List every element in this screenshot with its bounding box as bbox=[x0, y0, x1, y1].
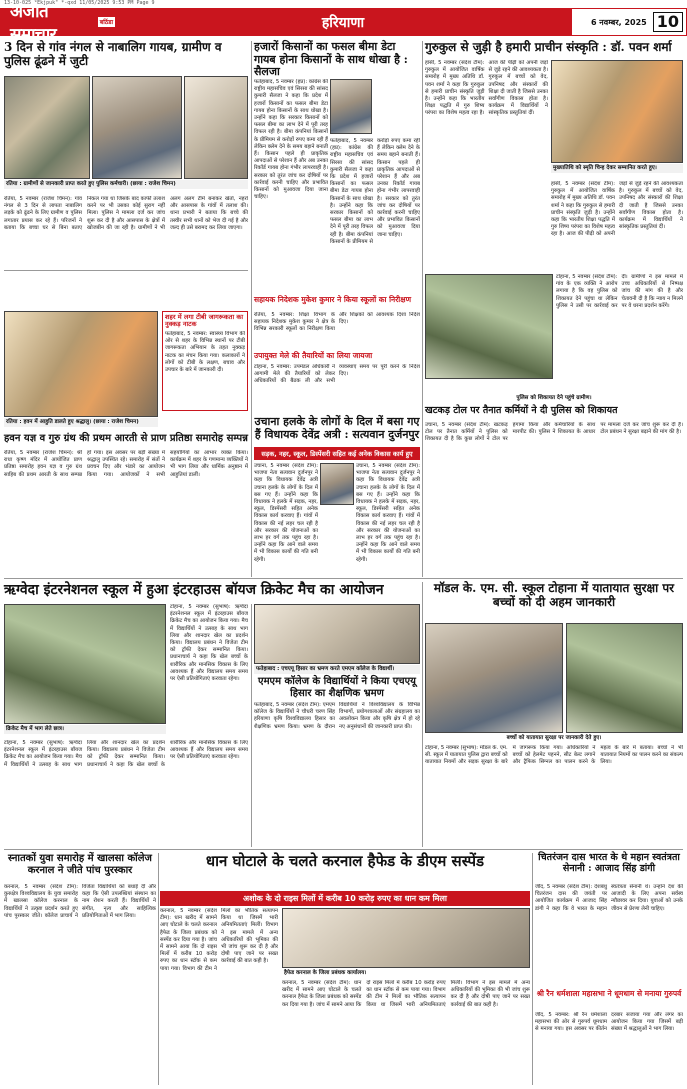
column-rule bbox=[251, 41, 252, 577]
body-s15b: करनाल, 5 नवम्बर (संदेश टीम): धान खरीद में सामने आए घोटाले के चलते करनाल हैफेड के जिला प्रबंधक को सस्पेंड कर दिया गया है। जांच में सामने आया कि दो राइस मिलों में करीब 10 करोड़ रुपए का धान स्टॉक से कम पाया गया। विभाग की टीम ने मिलों का भौतिक सत्यापन किया था जिसमें भारी अनियमितताएं मिलीं। विभाग ने इस मामले में अन्य अधिकारियों की भूमिका की भी जांच शुरू कर दी है और दोषी पाए जाने पर सख्त कार्रवाई की बात कही है। bbox=[282, 980, 530, 1008]
caption-s3: मुख्यातिथि को स्मृति चिन्ह देकर सम्मानित करते हुए। bbox=[551, 164, 683, 173]
masthead-brand bbox=[0, 2, 115, 45]
photo-s1c bbox=[184, 76, 248, 179]
body-s17: जींद, 5 नवम्बर: श्री रैन धर्मशाला महासभा की ओर से गुरुपर्व धूमधाम से मनाया गया। इस अवसर पर कीर्तन दरबार सजाया गया और लंगर का आयोजन किया गया जिसमें बड़ी संख्या में श्रद्धालुओं ने भाग लिया। bbox=[535, 1012, 683, 1033]
paper-name: अजीत समाचार bbox=[10, 2, 57, 45]
body-s12: फतेहाबाद, 5 नवम्बर (संदेश टीम): एमएम कॉलेज के विद्यार्थियों ने चौधरी चरण सिंह हरियाणा कृषि विश्वविद्यालय हिसार का शैक्षणिक भ्रमण किया। भ्रमण के दौरान विद्यार्थियों ने विश्वविद्यालय के विभिन्न विभागों, प्रयोगशालाओं और संग्रहालय का अवलोकन किया और कृषि क्षेत्र में हो रहे नए अनुसंधानों की जानकारी प्राप्त की। bbox=[254, 702, 420, 730]
headline-s13: मॉडल के. एम. सी. स्कूल टोहाना में यातायात सुरक्षा पर बच्चों को दी अहम जानकारी bbox=[433, 581, 675, 609]
headline-s1: 3 दिन से गांव नंगल से नाबालिग गायब, ग्रामीण व पुलिस ढूंढने में जुटी bbox=[4, 40, 222, 68]
issue-date: 6 नवम्बर, 2025 bbox=[590, 17, 647, 27]
divider bbox=[4, 849, 683, 850]
column-rule bbox=[422, 582, 423, 847]
caption-s12: फतेहाबाद : एचएयू हिसार का भ्रमण करते एमएम कॉलेज के विद्यार्थी। bbox=[254, 665, 420, 674]
caption-s4: रतिया : हवन में आहुति डालते हुए श्रद्धालु। (छाया : राजेश चिमन) bbox=[4, 418, 158, 427]
headline-s5: शहर में लगा टीबी जागरूकता का नुक्कड़ नाटक bbox=[165, 313, 244, 329]
body-s3b: हांसी, 5 नवम्बर (संदेश टीम): गुरुकुल में आयोजित वार्षिक समारोह में मुख्य अतिथि डॉ. पवन शर्मा ने कहा कि गुरुकुल से हमारी प्राचीन संस्कृति जुड़ी है। उन्होंने कहा कि भारतीय शिक्षा पद्धति में गुरु शिष्य परंपरा का विशेष महत्व रहा है। आज की पीढ़ी को अपनी जड़ों से जुड़े रहने की आवश्यकता है। गुरुकुल में बच्चों को वेद, उपनिषद और संस्कारों की शिक्षा दी जाती है जिससे उनका सर्वांगीण विकास होता है। कार्यक्रम में विद्यार्थियों ने सांस्कृतिक प्रस्तुतियां दीं। bbox=[551, 181, 683, 238]
headline-s6: सहायक निदेशक मुकेश कुमार ने किया स्कूलों का निरीक्षण bbox=[254, 295, 412, 304]
body-s11b: टोहाना, 5 नवम्बर (सुभाष): ऋग्वेदा इंटरनेशनल स्कूल में इंटरहाउस बॉयज क्रिकेट मैच का आयोजन किया गया। मैच में विद्यार्थियों ने उत्साह के साथ भाग लिया और शानदार खेल का प्रदर्शन किया। विद्यालय प्रबंधन ने विजेता टीम को ट्रॉफी देकर सम्मानित किया। प्रधानाचार्य ने कहा कि खेल बच्चों के शारीरिक और मानसिक विकास के लिए आवश्यक हैं और विद्यालय समय समय पर ऐसी प्रतियोगिताएं करवाता रहेगा। bbox=[170, 604, 248, 683]
portrait-s2 bbox=[330, 79, 372, 134]
print-slug: 13-10-025 *Ekjpuk" *-qxd 11/05/2025 9:53 PM Page 9 bbox=[4, 0, 155, 6]
body-s16: जींद, 5 नवम्बर (संदेश टीम): देशबंधु चितरंजन दास की जयंती पर आयोजित कार्यक्रम में आजाद सिंह डांगी ने कहा कि वे भारत के महान स्वतंत्रता सेनानी थे। उन्होंने देश की आजादी के लिए अपना सर्वस्व न्यौछावर कर दिया। युवाओं को उनके जीवन से प्रेरणा लेनी चाहिए। bbox=[535, 884, 683, 912]
photo-s1b bbox=[92, 76, 182, 179]
headline-s7: उपायुक्त मेले की तैयारियों का लिया जायजा bbox=[254, 351, 373, 360]
headline-s17: श्री रैन धर्मशाला महासभा ने धूमधाम से मनाया गुरुपर्व bbox=[536, 989, 682, 998]
headline-s8: उचाना हलके के लोगों के दिल में बसा गए हैं विधायक देवेंद्र अत्री : सत्यवान दुर्जनपुर bbox=[254, 415, 420, 441]
headline-s4: हवन यज्ञ व गुरु ग्रंथ की प्रथम आरती से प्राण प्रतिष्ठा समारोह सम्पन्न bbox=[4, 433, 248, 444]
caption-s11: क्रिकेट मैच में भाग लेते छात्र। bbox=[4, 725, 166, 734]
subhead-s15: अशोक के दो राइस मिलों में करीब 10 करोड़ रुपए का धान कम मिला bbox=[160, 891, 530, 906]
body-s1: रतिया, 5 नवम्बर (राजेश चिमन): गांव नंगल से 3 दिन से लापता नाबालिग लड़के को ढूंढने के लिए ग्रामीण व पुलिस लगातार प्रयास कर रहे हैं। परिजनों ने बताया कि बच्चा घर से बिना बताए निकल गया था जिसके बाद काफी तलाश करने पर भी उसका कोई सुराग नहीं मिला। पुलिस ने मामला दर्ज कर जांच शुरू कर दी है और आसपास के क्षेत्रों में खोजबीन की जा रही है। ग्रामीणों ने भी अलग अलग टीमें बनाकर खेतों, नहरों और आसपास के गांवों में तलाश की। थाना प्रभारी ने बताया कि बच्चे की तस्वीर सभी थानों को भेज दी गई है और जल्द ही उसे बरामद कर लिया जाएगा। bbox=[4, 196, 248, 231]
body-s2: फतेहाबाद, 5 नवम्बर (हप्र): कांग्रेस की राष्ट्रीय महासचिव एवं सिरसा की सांसद कुमारी सैलजा ने कहा कि प्रदेश में हजारों किसानों का फसल बीमा डेटा गायब होना किसानों के साथ धोखा है। उन्होंने कहा कि सरकार किसानों को फसल बीमा का लाभ देने में पूरी तरह विफल रही है। बीमा कंपनियां किसानों के प्रीमियम से करोड़ों रुपए कमा रही हैं लेकिन क्लेम देने के समय बहाने बनाती हैं। किसान पहले ही प्राकृतिक आपदाओं से परेशान हैं और अब उनका रिकॉर्ड गायब होना गंभीर लापरवाही है। सरकार को तुरंत जांच कर दोषियों पर कार्रवाई करनी चाहिए और प्रभावित किसानों को मुआवजा दिया जाना चाहिए। bbox=[254, 79, 328, 201]
page-number: 10 bbox=[653, 12, 683, 32]
divider bbox=[4, 270, 248, 271]
column-rule bbox=[158, 853, 159, 1085]
body-s4: रतिया, 5 नवम्बर (राजेश चिमन): श्री राधा कृष्ण मंदिर में आयोजित प्राण प्रतिष्ठा समारोह हवन यज्ञ व गुरु ग्रंथ साहिब की प्रथम आरती के साथ सम्पन्न हो गया। इस अवसर पर बड़ी संख्या में श्रद्धालु उपस्थित रहे। समारोह में संतों ने प्रवचन दिए और भंडारे का आयोजन किया गया। आयोजकों ने सभी सहयोगियों का आभार व्यक्त किया। कार्यक्रम में शहर के गणमान्य व्यक्तियों ने भी भाग लिया और धार्मिक अनुष्ठान में आहुतियां डालीं। bbox=[4, 450, 248, 478]
photo-s11 bbox=[4, 604, 166, 724]
photo-s15 bbox=[282, 908, 530, 968]
masthead-meta bbox=[571, 8, 687, 36]
body-s14: करनाल, 5 नवम्बर (संदेश टीम): कुरुक्षेत्र विश्वविद्यालय के युवा समारोह में खालसा कॉलेज करनाल के विद्यार्थियों ने उत्कृष्ट प्रदर्शन करते हुए पांच पुरस्कार जीते। कॉलेज प्राचार्य ने विजेता विद्यार्थियों को बधाई दी और कहा कि ऐसी उपलब्धियां संस्थान का नाम रोशन करती हैं। विद्यार्थियों ने संगीत, नृत्य और साहित्यिक प्रतियोगिताओं में भाग लिया। bbox=[4, 884, 156, 919]
section-title: हरियाणा bbox=[115, 8, 571, 36]
column-rule bbox=[422, 41, 423, 577]
headline-s16: चितरंजन दास भारत के थे महान स्वतंत्रता सेनानी : आजाद सिंह डांगी bbox=[538, 852, 680, 874]
headline-s2: हजारों किसानों का फसल बीमा डेटा गायब होना किसानों के साथ धोखा है : सैलजा bbox=[254, 40, 408, 79]
portrait-s8 bbox=[320, 463, 354, 505]
body-s6: रतिया, 5 नवम्बर: शिक्षा विभाग के सहायक निदेशक मुकेश कुमार ने क्षेत्र के विभिन्न सरकारी स्कूलों का निरीक्षण किया और शिक्षकों को आवश्यक दिशा निर्देश दिए। bbox=[254, 312, 420, 333]
body-s8b: उचाना, 5 नवम्बर (संदेश टीम): भाजपा नेता सत्यवान दुर्जनपुर ने कहा कि विधायक देवेंद्र अत्री उचाना हलके के लोगों के दिल में बस गए हैं। उन्होंने कहा कि विधायक ने हलके में सड़क, नहर, स्कूल, डिस्पेंसरी सहित अनेक विकास कार्य करवाए हैं। गांवों में विकास की नई लहर चल रही है और सरकार की योजनाओं का लाभ हर वर्ग तक पहुंच रहा है। उन्होंने कहा कि आने वाले समय में भी विकास कार्यों की गति बनी रहेगी। bbox=[356, 463, 420, 563]
body-s10: उचाना, 5 नवम्बर (संदेश टीम): खटकड़ टोल पर तैनात कर्मियों ने पुलिस को शिकायत दी है कि कुछ लोगों ने टोल पर हंगामा किया और कर्मचारियों के साथ मारपीट की। पुलिस ने शिकायत के आधार पर मामला दर्ज कर जांच शुरू कर दी है। टोल प्रबंधन ने सुरक्षा बढ़ाने की मांग की है। bbox=[425, 422, 683, 443]
headline-s12: एमएम कॉलेज के विद्यार्थियों ने किया एचएयू हिसार का शैक्षणिक भ्रमण bbox=[258, 676, 416, 699]
body-s2b: फतेहाबाद, 5 नवम्बर (हप्र): कांग्रेस की राष्ट्रीय महासचिव एवं सिरसा की सांसद कुमारी सैलजा ने कहा कि प्रदेश में हजारों किसानों का फसल बीमा डेटा गायब होना किसानों के साथ धोखा है। उन्होंने कहा कि सरकार किसानों को फसल बीमा का लाभ देने में पूरी तरह विफल रही है। बीमा कंपनियां किसानों के प्रीमियम से करोड़ों रुपए कमा रही हैं लेकिन क्लेम देने के समय बहाने बनाती हैं। किसान पहले ही प्राकृतिक आपदाओं से परेशान हैं और अब उनका रिकॉर्ड गायब होना गंभीर लापरवाही है। सरकार को तुरंत जांच कर दोषियों पर कार्रवाई करनी चाहिए और प्रभावित किसानों को मुआवजा दिया जाना चाहिए। bbox=[330, 138, 420, 245]
caption-s15: हैफेड करनाल के जिला प्रबंधक कार्यालय। bbox=[282, 969, 530, 978]
caption-s13: बच्चों को यातायात सुरक्षा पर जानकारी देते हुए। bbox=[425, 734, 683, 743]
body-s13: टोहाना, 5 नवम्बर (सुभाष): मॉडल के. एम. सी. स्कूल में यातायात पुलिस द्वारा बच्चों को यातायात नियमों और सड़क सुरक्षा के बारे में जागरूक किया गया। अधिकारियों ने बच्चों को हेलमेट पहनने, सीट बेल्ट लगाने और ट्रैफिक सिग्नल का पालन करने के महत्व के बारे में बताया। बच्चों ने भी यातायात नियमों का पालन करने का संकल्प लिया। bbox=[425, 745, 683, 766]
body-s11: टोहाना, 5 नवम्बर (सुभाष): ऋग्वेदा इंटरनेशनल स्कूल में इंटरहाउस बॉयज क्रिकेट मैच का आयोजन किया गया। मैच में विद्यार्थियों ने उत्साह के साथ भाग लिया और शानदार खेल का प्रदर्शन किया। विद्यालय प्रबंधन ने विजेता टीम को ट्रॉफी देकर सम्मानित किया। प्रधानाचार्य ने कहा कि खेल बच्चों के शारीरिक और मानसिक विकास के लिए आवश्यक हैं और विद्यालय समय समय पर ऐसी प्रतियोगिताएं करवाता रहेगा। bbox=[4, 740, 248, 768]
caption-s1: रतिया : ग्रामीणों से जानकारी प्राप्त करते हुए पुलिस कर्मचारी। (छाया : राजेश चिमन) bbox=[4, 180, 248, 189]
photo-s9 bbox=[425, 274, 553, 379]
edition-label: बठिंडा bbox=[99, 19, 113, 26]
body-s3: हांसी, 5 नवम्बर (संदेश टीम): गुरुकुल में आयोजित वार्षिक समारोह में मुख्य अतिथि डॉ. पवन शर्मा ने कहा कि गुरुकुल से हमारी प्राचीन संस्कृति जुड़ी है। उन्होंने कहा कि भारतीय शिक्षा पद्धति में गुरु शिष्य परंपरा का विशेष महत्व रहा है। आज की पीढ़ी को अपनी जड़ों से जुड़े रहने की आवश्यकता है। गुरुकुल में बच्चों को वेद, उपनिषद और संस्कारों की शिक्षा दी जाती है जिससे उनका सर्वांगीण विकास होता है। कार्यक्रम में विद्यार्थियों ने सांस्कृतिक प्रस्तुतियां दीं। bbox=[425, 60, 548, 117]
body-s7: टोहाना, 5 नवम्बर: उपमंडल अधिकारी ने आगामी मेले की तैयारियों को लेकर अधिकारियों की बैठक ली और सभी व्यवस्थाएं समय पर पूरी करने के निर्देश दिए। bbox=[254, 364, 420, 385]
headline-s3: गुरुकुल से जुड़ी है हमारी प्राचीन संस्कृति : डॉ. पवन शर्मा bbox=[425, 40, 672, 54]
column-rule bbox=[251, 604, 252, 847]
photo-s4 bbox=[4, 311, 158, 417]
photo-s12 bbox=[254, 604, 420, 664]
headline-s14: स्नातकों युवा समारोह में खालसा कॉलेज करनाल ने जीते पांच पुरस्कार bbox=[8, 853, 152, 876]
divider bbox=[4, 578, 683, 579]
subhead-s8: सड़क, नहर, स्कूल, डिस्पेंसरी सहित कई अनेक विकास कार्य हुए bbox=[254, 447, 420, 460]
body-s8: उचाना, 5 नवम्बर (संदेश टीम): भाजपा नेता सत्यवान दुर्जनपुर ने कहा कि विधायक देवेंद्र अत्री उचाना हलके के लोगों के दिल में बस गए हैं। उन्होंने कहा कि विधायक ने हलके में सड़क, नहर, स्कूल, डिस्पेंसरी सहित अनेक विकास कार्य करवाए हैं। गांवों में विकास की नई लहर चल रही है और सरकार की योजनाओं का लाभ हर वर्ग तक पहुंच रहा है। उन्होंने कहा कि आने वाले समय में भी विकास कार्यों की गति बनी रहेगी। bbox=[254, 463, 318, 563]
headline-s10: खटकड़ टोल पर तैनात कर्मियों ने दी पुलिस को शिकायत bbox=[425, 405, 618, 416]
photo-s13b bbox=[566, 623, 683, 733]
headline-s11: ऋग्वेदा इंटरनेशनल स्कूल में हुआ इंटरहाउस बॉयज क्रिकेट मैच का आयोजन bbox=[4, 582, 384, 598]
caption-s9: पुलिस को शिकायत देने पहुंचे ग्रामीण। bbox=[425, 394, 683, 403]
headline-s15: धान घोटाले के चलते करनाल हैफेड के डीएम सस्पेंड bbox=[205, 852, 485, 870]
body-s15: करनाल, 5 नवम्बर (संदेश टीम): धान खरीद में सामने आए घोटाले के चलते करनाल हैफेड के जिला प्रबंधक को सस्पेंड कर दिया गया है। जांच में सामने आया कि दो राइस मिलों में करीब 10 करोड़ रुपए का धान स्टॉक से कम पाया गया। विभाग की टीम ने मिलों का भौतिक सत्यापन किया था जिसमें भारी अनियमितताएं मिलीं। विभाग ने इस मामले में अन्य अधिकारियों की भूमिका की भी जांच शुरू कर दी है और दोषी पाए जाने पर सख्त कार्रवाई की बात कही है। bbox=[160, 908, 278, 972]
photo-s1 bbox=[4, 76, 90, 179]
body-s9: टोहाना, 5 नवम्बर (संदेश टीम): गांव के एक व्यक्ति ने आरोप लगाया है कि वह पुलिस को शिकायत देने पहुंचा था लेकिन पुलिस ने उसी पर कार्रवाई कर दी। ग्रामीणों ने इस मामले में उच्च अधिकारियों से निष्पक्ष जांच की मांग की है और चेतावनी दी है कि न्याय न मिलने पर वे धरना प्रदर्शन करेंगे। bbox=[556, 274, 683, 309]
body-s5: फतेहाबाद, 5 नवम्बर: स्वास्थ्य विभाग की ओर से शहर के विभिन्न स्थानों पर टीबी जागरूकता अभियान के तहत नुक्कड़ नाटक का मंचन किया गया। कलाकारों ने लोगों को टीबी के लक्षण, बचाव और उपचार के बारे में जानकारी दी। bbox=[165, 330, 245, 373]
box-s5 bbox=[162, 311, 248, 411]
photo-s13 bbox=[425, 623, 563, 733]
photo-s3 bbox=[551, 60, 683, 163]
column-rule bbox=[532, 853, 533, 1085]
